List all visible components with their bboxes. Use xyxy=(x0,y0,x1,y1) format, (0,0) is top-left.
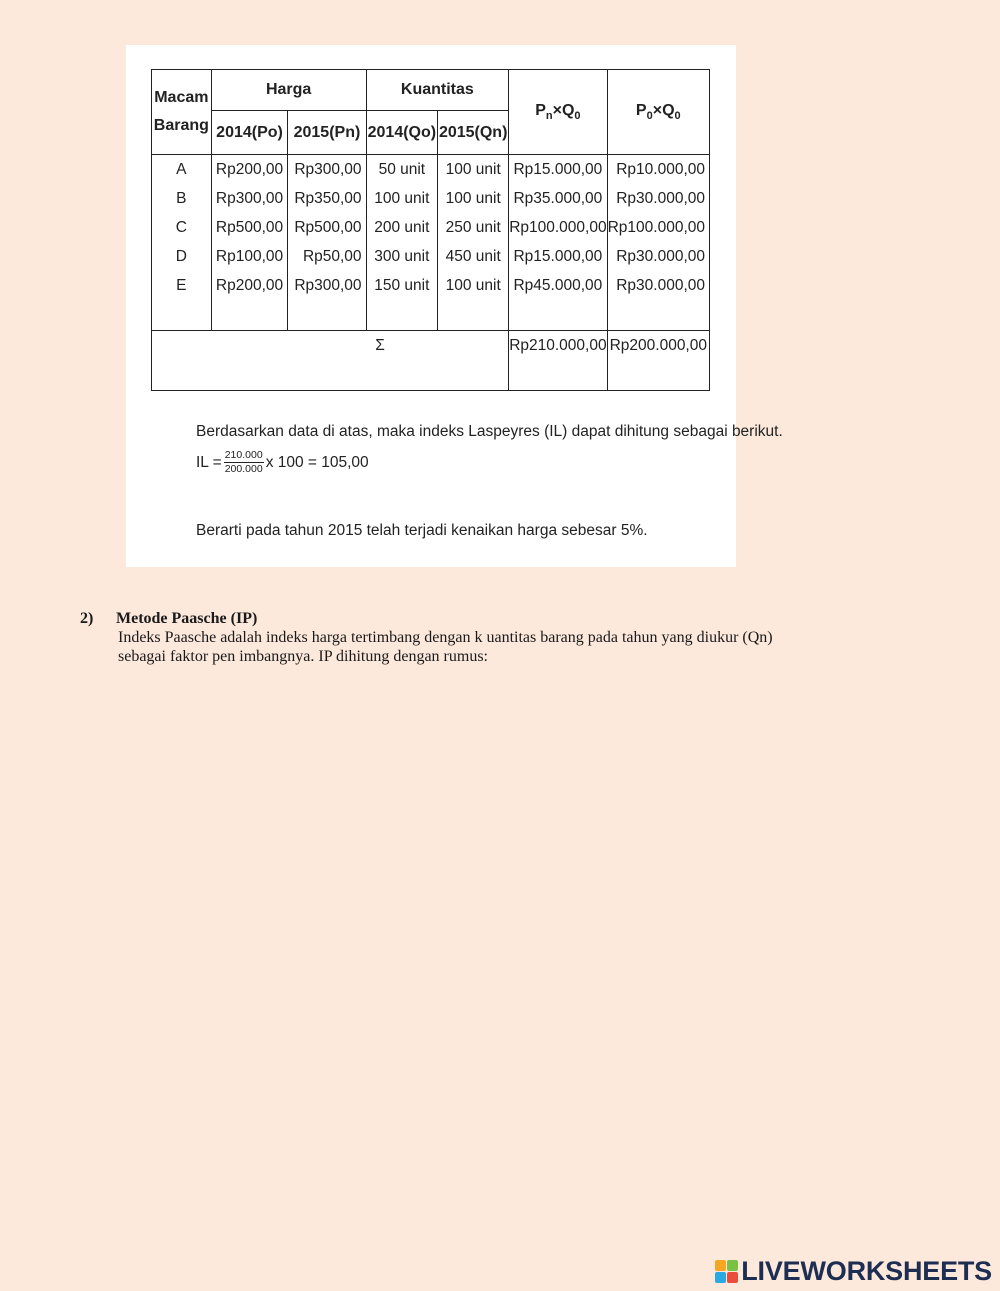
price-index-table xyxy=(151,69,710,391)
header-harga-2015: 2015(Pn) xyxy=(288,111,366,155)
header-item-line2: Barang xyxy=(153,117,209,134)
header-p0q0-sub1: 0 xyxy=(646,110,653,122)
cell-qn: 250 unit xyxy=(438,213,509,242)
header-pnq0-sub2: 0 xyxy=(574,110,581,122)
header-p0q0-mid: ×Q xyxy=(652,102,675,119)
header-kuantitas-2015: 2015(Qn) xyxy=(438,111,509,155)
header-pnq0-base: P xyxy=(535,102,546,119)
table-row xyxy=(152,242,710,271)
laspeyres-conclusion: Berarti pada tahun 2015 telah terjadi kenaikan harga sebesar 5%. xyxy=(196,522,648,539)
section-line-2: sebagai faktor pen imbangnya. IP dihitung dengan rumus: xyxy=(118,648,488,665)
cell-pn: Rp500,00 xyxy=(288,213,366,242)
cell-item: C xyxy=(152,213,212,242)
cell-pnq0: Rp100.000,00 xyxy=(509,213,607,242)
header-item-line1: Macam xyxy=(154,89,209,106)
paasche-section xyxy=(80,609,900,666)
formula-fraction xyxy=(224,449,264,476)
cell-pnq0: Rp15.000,00 xyxy=(509,155,607,185)
cell-p0q0: Rp30.000,00 xyxy=(616,190,705,207)
cell-p0q0: Rp30.000,00 xyxy=(616,277,705,294)
laspeyres-formula xyxy=(196,449,369,476)
cell-qo: 150 unit xyxy=(366,271,438,300)
header-harga: Harga xyxy=(211,70,366,111)
header-harga-2014: 2014(Po) xyxy=(211,111,288,155)
cell-p0q0: Rp10.000,00 xyxy=(616,161,705,178)
header-item xyxy=(152,70,212,155)
logo-mark-icon xyxy=(715,1260,738,1283)
cell-po: Rp100,00 xyxy=(211,242,288,271)
cell-qn: 450 unit xyxy=(438,242,509,271)
cell-p0q0: Rp100.000,00 xyxy=(607,219,705,236)
section-line-1: Indeks Paasche adalah indeks harga tertimbang dengan k uantitas barang pada tahun yang diukur (Qn) xyxy=(118,629,773,646)
table-image xyxy=(126,45,783,567)
table-sum-row xyxy=(152,331,710,391)
cell-qn: 100 unit xyxy=(438,184,509,213)
cell-pn: Rp300,00 xyxy=(288,271,366,300)
logo-text: LIVEWORKSHEETS xyxy=(741,1256,992,1286)
cell-qo: 100 unit xyxy=(366,184,438,213)
header-kuantitas-2014: 2014(Qo) xyxy=(366,111,438,155)
laspeyres-intro: Berdasarkan data di atas, maka indeks Laspeyres (IL) dapat dihitung sebagai berikut. xyxy=(196,423,783,440)
section-title: Metode Paasche (IP) xyxy=(116,610,258,627)
header-p0q0 xyxy=(607,70,709,155)
formula-lhs: IL = xyxy=(196,453,222,471)
cell-p0q0: Rp30.000,00 xyxy=(616,248,705,265)
cell-qn: 100 unit xyxy=(438,271,509,300)
header-p0q0-sub2: 0 xyxy=(674,110,681,122)
cell-po: Rp500,00 xyxy=(211,213,288,242)
cell-item: B xyxy=(152,184,212,213)
liveworksheets-logo xyxy=(715,1256,992,1287)
table-row xyxy=(152,213,710,242)
sum-pnq0: Rp210.000,00 xyxy=(509,331,607,391)
header-pnq0-sub1: n xyxy=(545,110,553,122)
formula-rhs: x 100 = 105,00 xyxy=(265,453,369,471)
cell-pnq0: Rp35.000,00 xyxy=(509,184,607,213)
table-row xyxy=(152,271,710,300)
cell-item: E xyxy=(152,271,212,300)
sum-p0q0: Rp200.000,00 xyxy=(607,331,709,391)
cell-pnq0: Rp15.000,00 xyxy=(509,242,607,271)
formula-denominator: 200.000 xyxy=(224,463,263,475)
header-pnq0-mid: ×Q xyxy=(552,102,575,119)
cell-pnq0: Rp45.000,00 xyxy=(509,271,607,300)
table-spacer-row xyxy=(152,300,710,331)
cell-qn: 100 unit xyxy=(438,155,509,185)
cell-qo: 300 unit xyxy=(366,242,438,271)
formula-numerator: 210.000 xyxy=(224,449,263,461)
section-heading xyxy=(80,609,900,628)
header-p0q0-base: P xyxy=(635,102,647,119)
cell-pn: Rp300,00 xyxy=(288,155,366,185)
header-kuantitas: Kuantitas xyxy=(366,70,509,111)
table-row xyxy=(152,155,710,185)
cell-pn: Rp50,00 xyxy=(288,242,366,271)
cell-item: A xyxy=(152,155,212,185)
cell-qo: 200 unit xyxy=(366,213,438,242)
sum-symbol: Σ xyxy=(152,331,509,391)
table-row xyxy=(152,184,710,213)
cell-pn: Rp350,00 xyxy=(288,184,366,213)
header-pnq0 xyxy=(509,70,607,155)
section-number: 2) xyxy=(80,610,94,627)
cell-po: Rp200,00 xyxy=(211,271,288,300)
cell-po: Rp200,00 xyxy=(211,155,288,185)
cell-po: Rp300,00 xyxy=(211,184,288,213)
cell-item: D xyxy=(152,242,212,271)
cell-qo: 50 unit xyxy=(366,155,438,185)
